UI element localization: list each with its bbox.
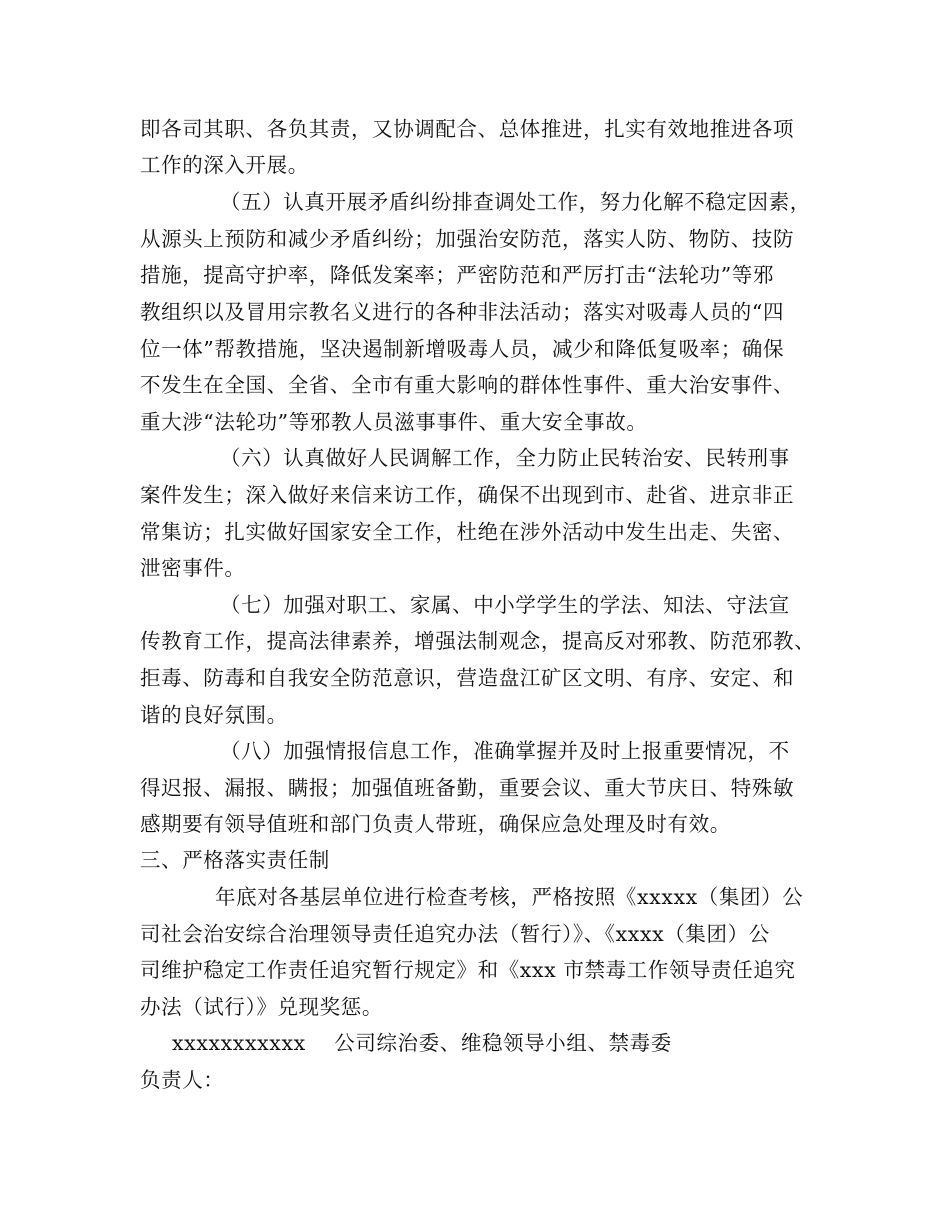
paragraph-line: 措施，提高守护率，降低发案率；严密防范和严厉打击“法轮功”等邪: [140, 263, 775, 287]
section-eight-heading-line: （八）加强情报信息工作，准确掌握并及时上报重要情况，不: [220, 739, 790, 763]
paragraph-line: 拒毒、防毒和自我安全防范意识，营造盘江矿区文明、有序、安定、和: [140, 666, 795, 690]
paragraph-line: 年底对各基层单位进行检查考核，严格按照《xxxxx（集团）公: [215, 885, 804, 909]
section-three-heading: 三、严格落实责任制: [140, 848, 330, 872]
paragraph-line: 泄密事件。: [140, 556, 246, 580]
section-six-heading-line: （六）认真做好人民调解工作，全力防止民转治安、民转刑事: [220, 446, 790, 470]
paragraph-line: 司社会治安综合治理领导责任追究办法（暂行）》、《xxxx（集团）公: [140, 922, 770, 946]
paragraph-line: 位一体”帮教措施，坚决遏制新增吸毒人员，减少和降低复吸率；确保: [140, 337, 785, 361]
section-seven-heading-line: （七）加强对职工、家属、中小学学生的学法、知法、守法宣: [220, 593, 790, 617]
paragraph-line: 司维护稳定工作责任追究暂行规定》和《xxx 市禁毒工作领导责任追究: [140, 958, 796, 982]
paragraph-line: 常集访；扎实做好国家安全工作，杜绝在涉外活动中发生出走、失密、: [140, 520, 795, 544]
paragraph-line: 工作的深入开展。: [140, 153, 309, 177]
signature-responsible-person: 负责人：: [140, 1068, 225, 1092]
paragraph-line: 不发生在全国、全省、全市有重大影响的群体性事件、重大治安事件、: [140, 373, 795, 397]
paragraph-line: 即各司其职、各负其责，又协调配合、总体推进，扎实有效地推进各项: [140, 117, 795, 141]
paragraph-line: 传教育工作，提高法律素养，增强法制观念，提高反对邪教、防范邪教、: [140, 629, 816, 653]
section-five-heading-line: （五）认真开展矛盾纠纷排查调处工作，努力化解不稳定因素，: [220, 190, 811, 214]
paragraph-line: 从源头上预防和减少矛盾纠纷；加强治安防范，落实人防、物防、技防: [140, 227, 795, 251]
paragraph-line: 得迟报、漏报、瞒报；加强值班备勤，重要会议、重大节庆日、特殊敏: [140, 776, 795, 800]
paragraph-line: 教组织以及冒用宗教名义进行的各种非法活动；落实对吸毒人员的“四: [140, 300, 785, 324]
paragraph-line: 办法（试行）》兑现奖惩。: [140, 995, 383, 1019]
paragraph-line: 案件发生；深入做好来信来访工作，确保不出现到市、赴省、进京非正: [140, 483, 795, 507]
paragraph-line: 谐的良好氛围。: [140, 703, 288, 727]
paragraph-line: 感期要有领导值班和部门负责人带班，确保应急处理及时有效。: [140, 812, 731, 836]
paragraph-line: 重大涉“法轮功”等邪教人员滋事事件、重大安全事故。: [140, 410, 648, 434]
signature-organization: xxxxxxxxxxx 公司综治委、维稳领导小组、禁毒委: [172, 1031, 672, 1055]
